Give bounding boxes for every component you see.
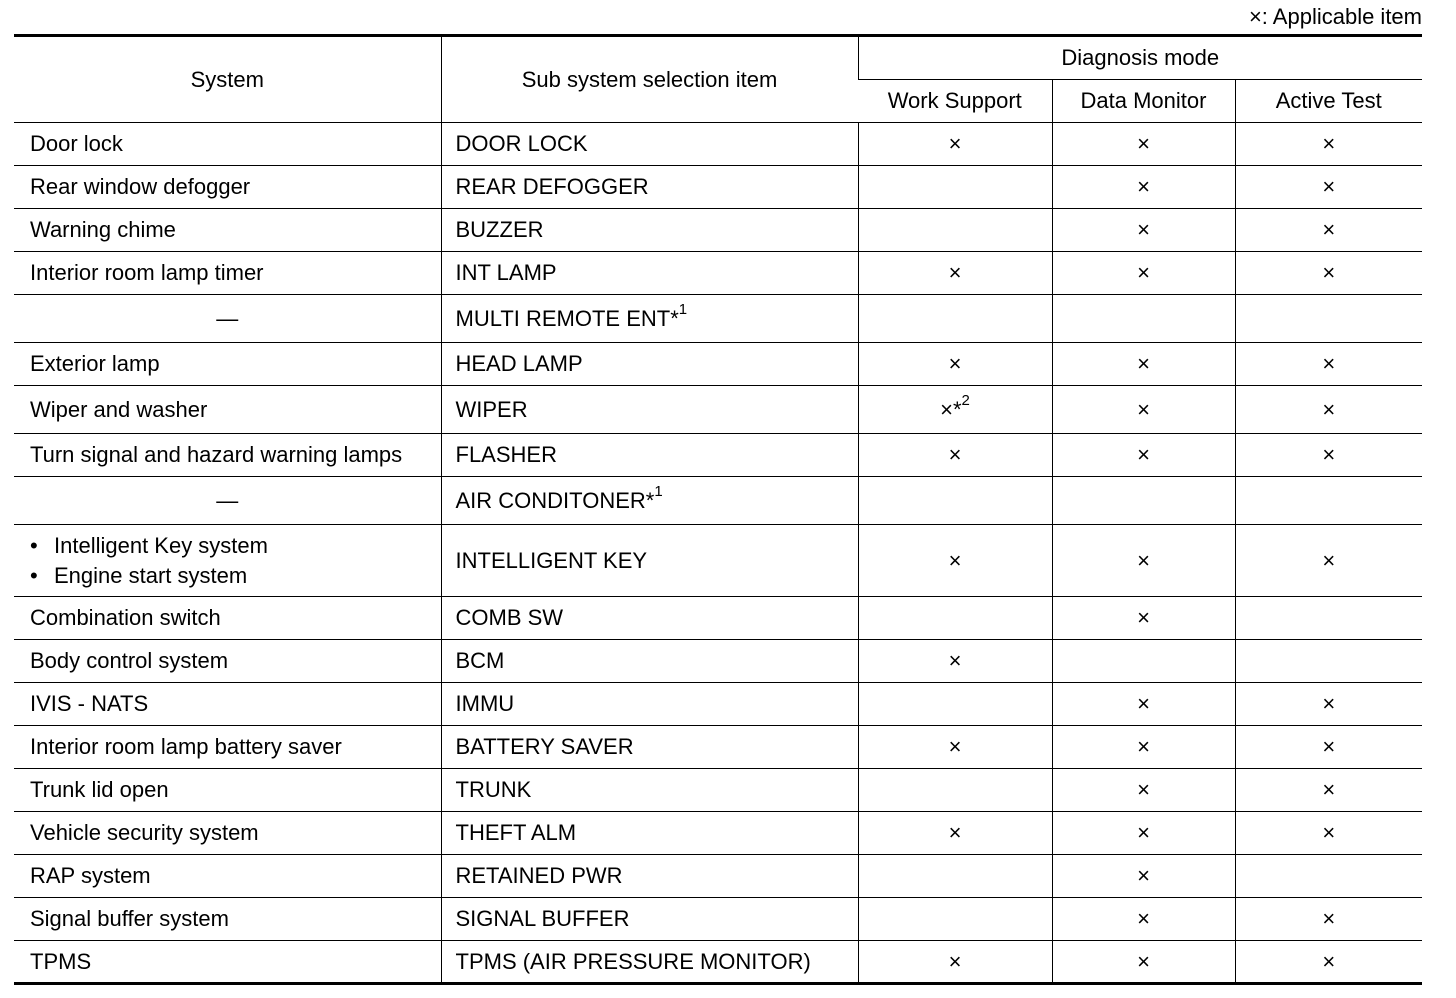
cell-active-test [1235,769,1422,812]
system-bullet-list [30,531,441,591]
sub-system-label: TPMS (AIR PRESSURE MONITOR) [455,948,811,974]
sub-system-label: TRUNK [455,777,532,802]
applicable-mark: × [1322,260,1336,285]
table-row [14,812,1422,855]
legend [1249,4,1422,30]
cell-sub-system [441,855,858,898]
table-row [14,640,1422,683]
applicable-mark: ×* [940,396,962,422]
table-row [14,683,1422,726]
header-sub-system: Sub system selection item [441,36,858,123]
cell-data-monitor [1052,386,1235,434]
cell-data-monitor [1052,525,1235,597]
applicable-mark: × [1137,906,1150,931]
cell-sub-system [441,525,858,597]
sub-system-label: DOOR LOCK [455,131,588,156]
cell-active-test [1235,812,1422,855]
table-row [14,726,1422,769]
cell-system: Body control system [14,640,441,683]
cell-active-test [1235,640,1422,683]
cell-work-support [858,640,1052,683]
cell-data-monitor [1052,166,1235,209]
cell-system: Exterior lamp [14,343,441,386]
cell-system: Trunk lid open [14,769,441,812]
cell-active-test [1235,525,1422,597]
applicable-mark: × [1322,396,1336,422]
cell-system: Interior room lamp battery saver [14,726,441,769]
applicable-mark: × [1137,734,1150,759]
cell-active-test [1235,123,1422,166]
cell-active-test [1235,295,1422,343]
applicable-mark: × [1137,863,1150,888]
cell-system: Combination switch [14,597,441,640]
cell-work-support [858,295,1052,343]
header-active-test: Active Test [1235,80,1422,123]
cell-system: Vehicle security system [14,812,441,855]
cell-work-support [858,855,1052,898]
table-row [14,597,1422,640]
cell-sub-system [441,166,858,209]
applicable-mark: × [1137,131,1150,156]
cell-work-support [858,898,1052,941]
cell-system: — [14,477,441,525]
sub-system-label: SIGNAL BUFFER [455,906,630,931]
cell-sub-system [441,812,858,855]
cell-sub-system [441,941,858,984]
cell-active-test [1235,477,1422,525]
cell-sub-system [441,726,858,769]
applicable-mark: × [1322,820,1336,845]
cell-work-support [858,812,1052,855]
applicable-mark: × [1137,777,1150,802]
applicable-mark: × [948,648,962,673]
table-row [14,295,1422,343]
cell-sub-system [441,898,858,941]
cell-work-support [858,597,1052,640]
cell-system: — [14,295,441,343]
applicable-mark: × [1322,442,1336,467]
cell-sub-system [441,123,858,166]
cell-data-monitor [1052,941,1235,984]
cell-data-monitor [1052,812,1235,855]
applicable-mark: × [1137,351,1150,376]
sub-system-label: RETAINED PWR [455,863,623,888]
cell-data-monitor [1052,252,1235,295]
cell-data-monitor [1052,343,1235,386]
cell-active-test [1235,166,1422,209]
table-row [14,898,1422,941]
cell-data-monitor [1052,123,1235,166]
cell-sub-system [441,769,858,812]
table-row [14,434,1422,477]
applicable-mark: × [1322,174,1336,199]
applicable-mark: × [1137,605,1150,630]
table-row [14,855,1422,898]
header-data-monitor: Data Monitor [1052,80,1235,123]
sub-system-label: WIPER [455,396,528,422]
cell-sub-system [441,434,858,477]
cell-system: IVIS - NATS [14,683,441,726]
cell-work-support [858,941,1052,984]
cell-work-support [858,525,1052,597]
cell-system: Signal buffer system [14,898,441,941]
header-system: System [14,36,441,123]
sub-system-label: INT LAMP [455,260,557,285]
applicable-mark: × [1137,217,1150,242]
cell-sub-system [441,640,858,683]
cell-system: TPMS [14,941,441,984]
applicable-mark: × [1137,260,1150,285]
cell-data-monitor [1052,683,1235,726]
table-row [14,166,1422,209]
applicable-mark: × [1137,820,1150,845]
applicable-mark: × [1137,396,1150,422]
cell-data-monitor [1052,434,1235,477]
cell-sub-system [441,252,858,295]
cell-data-monitor [1052,726,1235,769]
cell-data-monitor [1052,898,1235,941]
cell-work-support [858,209,1052,252]
cell-data-monitor [1052,640,1235,683]
applicable-mark: × [1137,442,1150,467]
cell-work-support [858,683,1052,726]
applicable-mark: × [948,131,962,156]
cell-work-support [858,166,1052,209]
applicable-mark: × [1322,906,1336,931]
cell-work-support [858,252,1052,295]
applicable-mark: × [1322,131,1336,156]
cell-active-test [1235,252,1422,295]
cell-sub-system [441,477,858,525]
cell-active-test [1235,434,1422,477]
applicable-mark: × [948,820,962,845]
sub-system-label: THEFT ALM [455,820,577,845]
diagnosis-table [14,34,1422,985]
footnote-ref: 1 [678,301,688,319]
cell-data-monitor [1052,209,1235,252]
sub-system-label: IMMU [455,691,515,716]
cell-data-monitor [1052,769,1235,812]
system-bullet-item: • Engine start system [30,561,441,591]
applicable-mark: × [1137,948,1150,974]
cell-sub-system [441,209,858,252]
cell-active-test [1235,209,1422,252]
table-row [14,252,1422,295]
applicable-mark: × [1322,691,1336,716]
cell-active-test [1235,855,1422,898]
cell-active-test [1235,898,1422,941]
applicable-mark: × [948,442,962,467]
applicable-mark: × [1322,734,1336,759]
cell-data-monitor [1052,477,1235,525]
applicable-mark: × [1322,351,1336,376]
sub-system-label: REAR DEFOGGER [455,174,649,199]
cell-sub-system [441,386,858,434]
applicable-mark: × [948,351,962,376]
applicable-mark: × [948,547,962,573]
cell-system: Wiper and washer [14,386,441,434]
table-row [14,343,1422,386]
cell-active-test [1235,726,1422,769]
system-bullet-item: • Intelligent Key system [30,531,441,561]
applicable-mark: × [1322,948,1336,974]
cell-system [14,525,441,597]
applicable-mark: × [1322,547,1336,573]
cell-work-support [858,343,1052,386]
table-row [14,386,1422,434]
cell-sub-system [441,343,858,386]
applicable-mark: × [1322,777,1336,802]
cell-sub-system [441,295,858,343]
cell-data-monitor [1052,855,1235,898]
legend-text: : Applicable item [1261,4,1422,29]
cell-work-support [858,769,1052,812]
cell-active-test [1235,683,1422,726]
cell-system: Rear window defogger [14,166,441,209]
footnote-ref: 2 [961,392,970,410]
sub-system-label: BUZZER [455,217,544,242]
cell-active-test [1235,343,1422,386]
cell-work-support [858,123,1052,166]
cell-system: RAP system [14,855,441,898]
cell-work-support [858,386,1052,434]
cell-system: Door lock [14,123,441,166]
table-row [14,769,1422,812]
sub-system-label: MULTI REMOTE ENT* [455,305,679,331]
table-row [14,477,1422,525]
legend-symbol: × [1248,4,1262,29]
cell-data-monitor [1052,597,1235,640]
footnote-ref: 1 [654,483,663,501]
header-work-support: Work Support [858,80,1052,123]
table-row [14,525,1422,597]
applicable-mark: × [1137,174,1150,199]
applicable-mark: × [1322,217,1336,242]
cell-work-support [858,477,1052,525]
sub-system-label: COMB SW [455,605,564,630]
cell-active-test [1235,597,1422,640]
table-row [14,941,1422,984]
sub-system-label: FLASHER [455,442,557,467]
applicable-mark: × [948,260,962,285]
cell-system: Interior room lamp timer [14,252,441,295]
table-row [14,209,1422,252]
header-diagnosis-mode: Diagnosis mode [858,36,1422,80]
applicable-mark: × [1137,547,1150,573]
cell-active-test [1235,386,1422,434]
applicable-mark: × [948,948,962,974]
table-row [14,123,1422,166]
cell-active-test [1235,941,1422,984]
sub-system-label: BATTERY SAVER [455,734,634,759]
applicable-mark: × [1137,691,1150,716]
sub-system-label: INTELLIGENT KEY [455,547,648,573]
sub-system-label: AIR CONDITONER* [455,487,655,513]
cell-work-support [858,434,1052,477]
cell-system: Turn signal and hazard warning lamps [14,434,441,477]
sub-system-label: BCM [455,648,505,673]
sub-system-label: HEAD LAMP [455,351,583,376]
cell-sub-system [441,597,858,640]
cell-work-support [858,726,1052,769]
cell-sub-system [441,683,858,726]
cell-system: Warning chime [14,209,441,252]
applicable-mark: × [948,734,962,759]
cell-data-monitor [1052,295,1235,343]
